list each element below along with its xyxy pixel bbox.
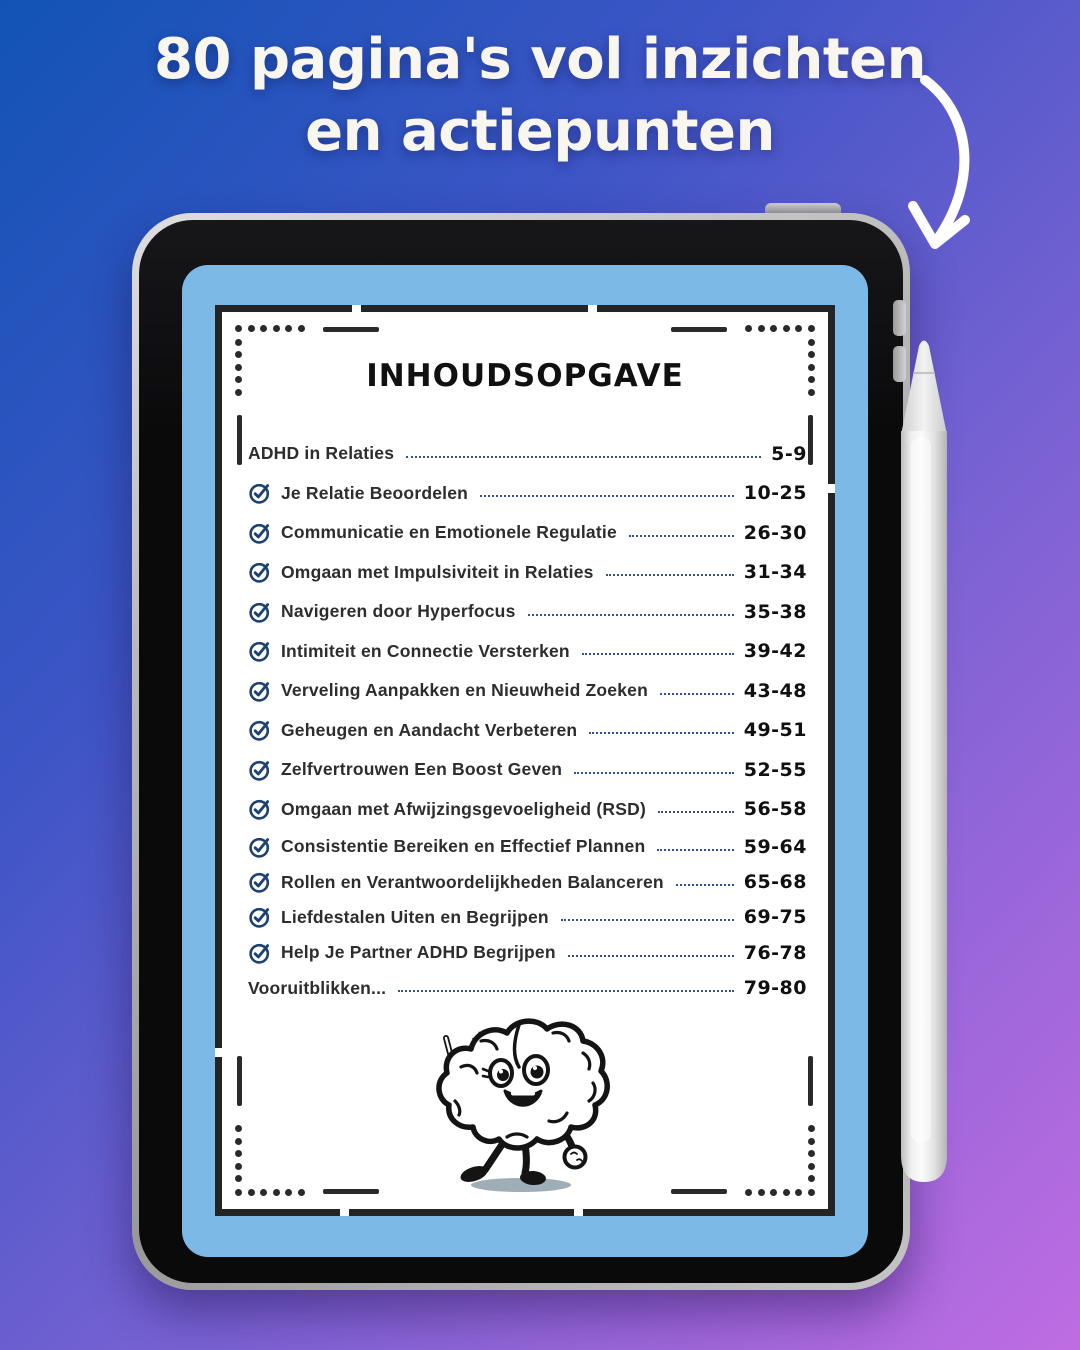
- toc-row[interactable]: [248, 864, 807, 899]
- dotted-leader: [406, 456, 761, 458]
- border-gap: [828, 484, 835, 493]
- dotted-leader: [528, 614, 734, 616]
- dotted-leader: [582, 653, 734, 655]
- toc-row[interactable]: [248, 935, 807, 970]
- toc-label: Zelfvertrouwen Een Boost Geven: [281, 759, 563, 780]
- toc-page-numbers: 52-55: [743, 758, 807, 781]
- toc-label: Consistentie Bereiken en Effectief Plannen: [281, 836, 646, 857]
- toc-page-numbers: 49-51: [743, 719, 807, 742]
- toc-page-numbers: 65-68: [743, 871, 807, 894]
- toc-label: Liefdestalen Uiten en Begrijpen: [281, 906, 549, 927]
- check-circle-icon: [248, 941, 272, 965]
- stylus: [900, 331, 948, 1183]
- check-circle-icon: [248, 600, 272, 624]
- toc-page-numbers: 56-58: [743, 798, 807, 821]
- tablet-bezel: [139, 220, 903, 1283]
- toc-row[interactable]: [248, 750, 807, 790]
- check-circle-icon: [248, 521, 272, 545]
- toc-page-numbers: 26-30: [743, 521, 807, 544]
- page-title: INHOUDSOPGAVE: [366, 358, 684, 394]
- border-gap: [588, 305, 597, 312]
- toc-label: Intimiteit en Connectie Versterken: [281, 640, 570, 661]
- toc-row[interactable]: [248, 671, 807, 711]
- toc-page-numbers: 43-48: [743, 679, 807, 702]
- toc-page-numbers: 5-9: [771, 442, 807, 465]
- border-gap: [215, 1048, 222, 1057]
- toc-row[interactable]: [248, 592, 807, 632]
- corner-decoration: [235, 1046, 385, 1196]
- corner-decoration: [665, 1046, 815, 1196]
- toc-page: [215, 305, 835, 1216]
- check-circle-icon: [248, 870, 272, 894]
- check-circle-icon: [248, 560, 272, 584]
- dotted-leader: [398, 990, 733, 992]
- dotted-leader: [568, 955, 734, 957]
- dotted-leader: [574, 772, 734, 774]
- toc-row[interactable]: [248, 434, 807, 474]
- check-circle-icon: [248, 835, 272, 859]
- curved-arrow-icon: [885, 68, 1005, 273]
- toc-page-numbers: 10-25: [743, 482, 807, 505]
- toc-row[interactable]: [248, 513, 807, 553]
- dotted-leader: [629, 535, 734, 537]
- toc-page-numbers: 76-78: [743, 941, 807, 964]
- check-circle-icon: [248, 481, 272, 505]
- toc-label: Omgaan met Impulsiviteit in Relaties: [281, 561, 594, 582]
- dotted-leader: [676, 884, 734, 886]
- toc-list: [248, 434, 807, 1006]
- toc-row[interactable]: [248, 553, 807, 593]
- toc-row[interactable]: [248, 790, 807, 830]
- toc-page-numbers: 79-80: [743, 977, 807, 1000]
- toc-label: ADHD in Relaties: [248, 443, 395, 464]
- check-circle-icon: [248, 797, 272, 821]
- toc-row[interactable]: [248, 632, 807, 672]
- toc-row[interactable]: [248, 474, 807, 514]
- dotted-leader: [657, 849, 733, 851]
- tablet-screen: [182, 265, 868, 1257]
- toc-page-numbers: 31-34: [743, 561, 807, 584]
- dotted-leader: [561, 919, 734, 921]
- tablet: [132, 213, 910, 1290]
- check-circle-icon: [248, 639, 272, 663]
- toc-row[interactable]: [248, 829, 807, 864]
- dotted-leader: [658, 811, 734, 813]
- dotted-leader: [606, 574, 734, 576]
- check-circle-icon: [248, 758, 272, 782]
- toc-page-numbers: 39-42: [743, 640, 807, 663]
- toc-label: Rollen en Verantwoordelijkheden Balanceren: [281, 871, 664, 892]
- toc-label: Verveling Aanpakken en Nieuwheid Zoeken: [281, 680, 648, 701]
- toc-row[interactable]: [248, 971, 807, 1006]
- toc-label: Vooruitblikken...: [248, 977, 387, 998]
- toc-label: Help Je Partner ADHD Begrijpen: [281, 942, 556, 963]
- toc-page-numbers: 59-64: [743, 835, 807, 858]
- toc-label: Omgaan met Afwijzingsgevoeligheid (RSD): [281, 798, 646, 819]
- check-circle-icon: [248, 679, 272, 703]
- brain-mascot-illustration: [415, 1009, 635, 1195]
- toc-row[interactable]: [248, 711, 807, 751]
- border-gap: [574, 1209, 583, 1216]
- headline-line-2: en actiepunten: [305, 99, 775, 164]
- toc-row[interactable]: [248, 900, 807, 935]
- border-gap: [352, 305, 361, 312]
- toc-label: Navigeren door Hyperfocus: [281, 601, 516, 622]
- check-circle-icon: [248, 905, 272, 929]
- dotted-leader: [589, 732, 733, 734]
- dotted-leader: [660, 693, 734, 695]
- check-circle-icon: [248, 718, 272, 742]
- toc-page-numbers: 69-75: [743, 906, 807, 929]
- headline-line-1: 80 pagina's vol inzichten: [154, 27, 926, 92]
- toc-label: Je Relatie Beoordelen: [281, 482, 469, 503]
- toc-page-numbers: 35-38: [743, 600, 807, 623]
- border-gap: [340, 1209, 349, 1216]
- toc-label: Geheugen en Aandacht Verbeteren: [281, 719, 578, 740]
- toc-label: Communicatie en Emotionele Regulatie: [281, 522, 617, 543]
- dotted-leader: [480, 495, 734, 497]
